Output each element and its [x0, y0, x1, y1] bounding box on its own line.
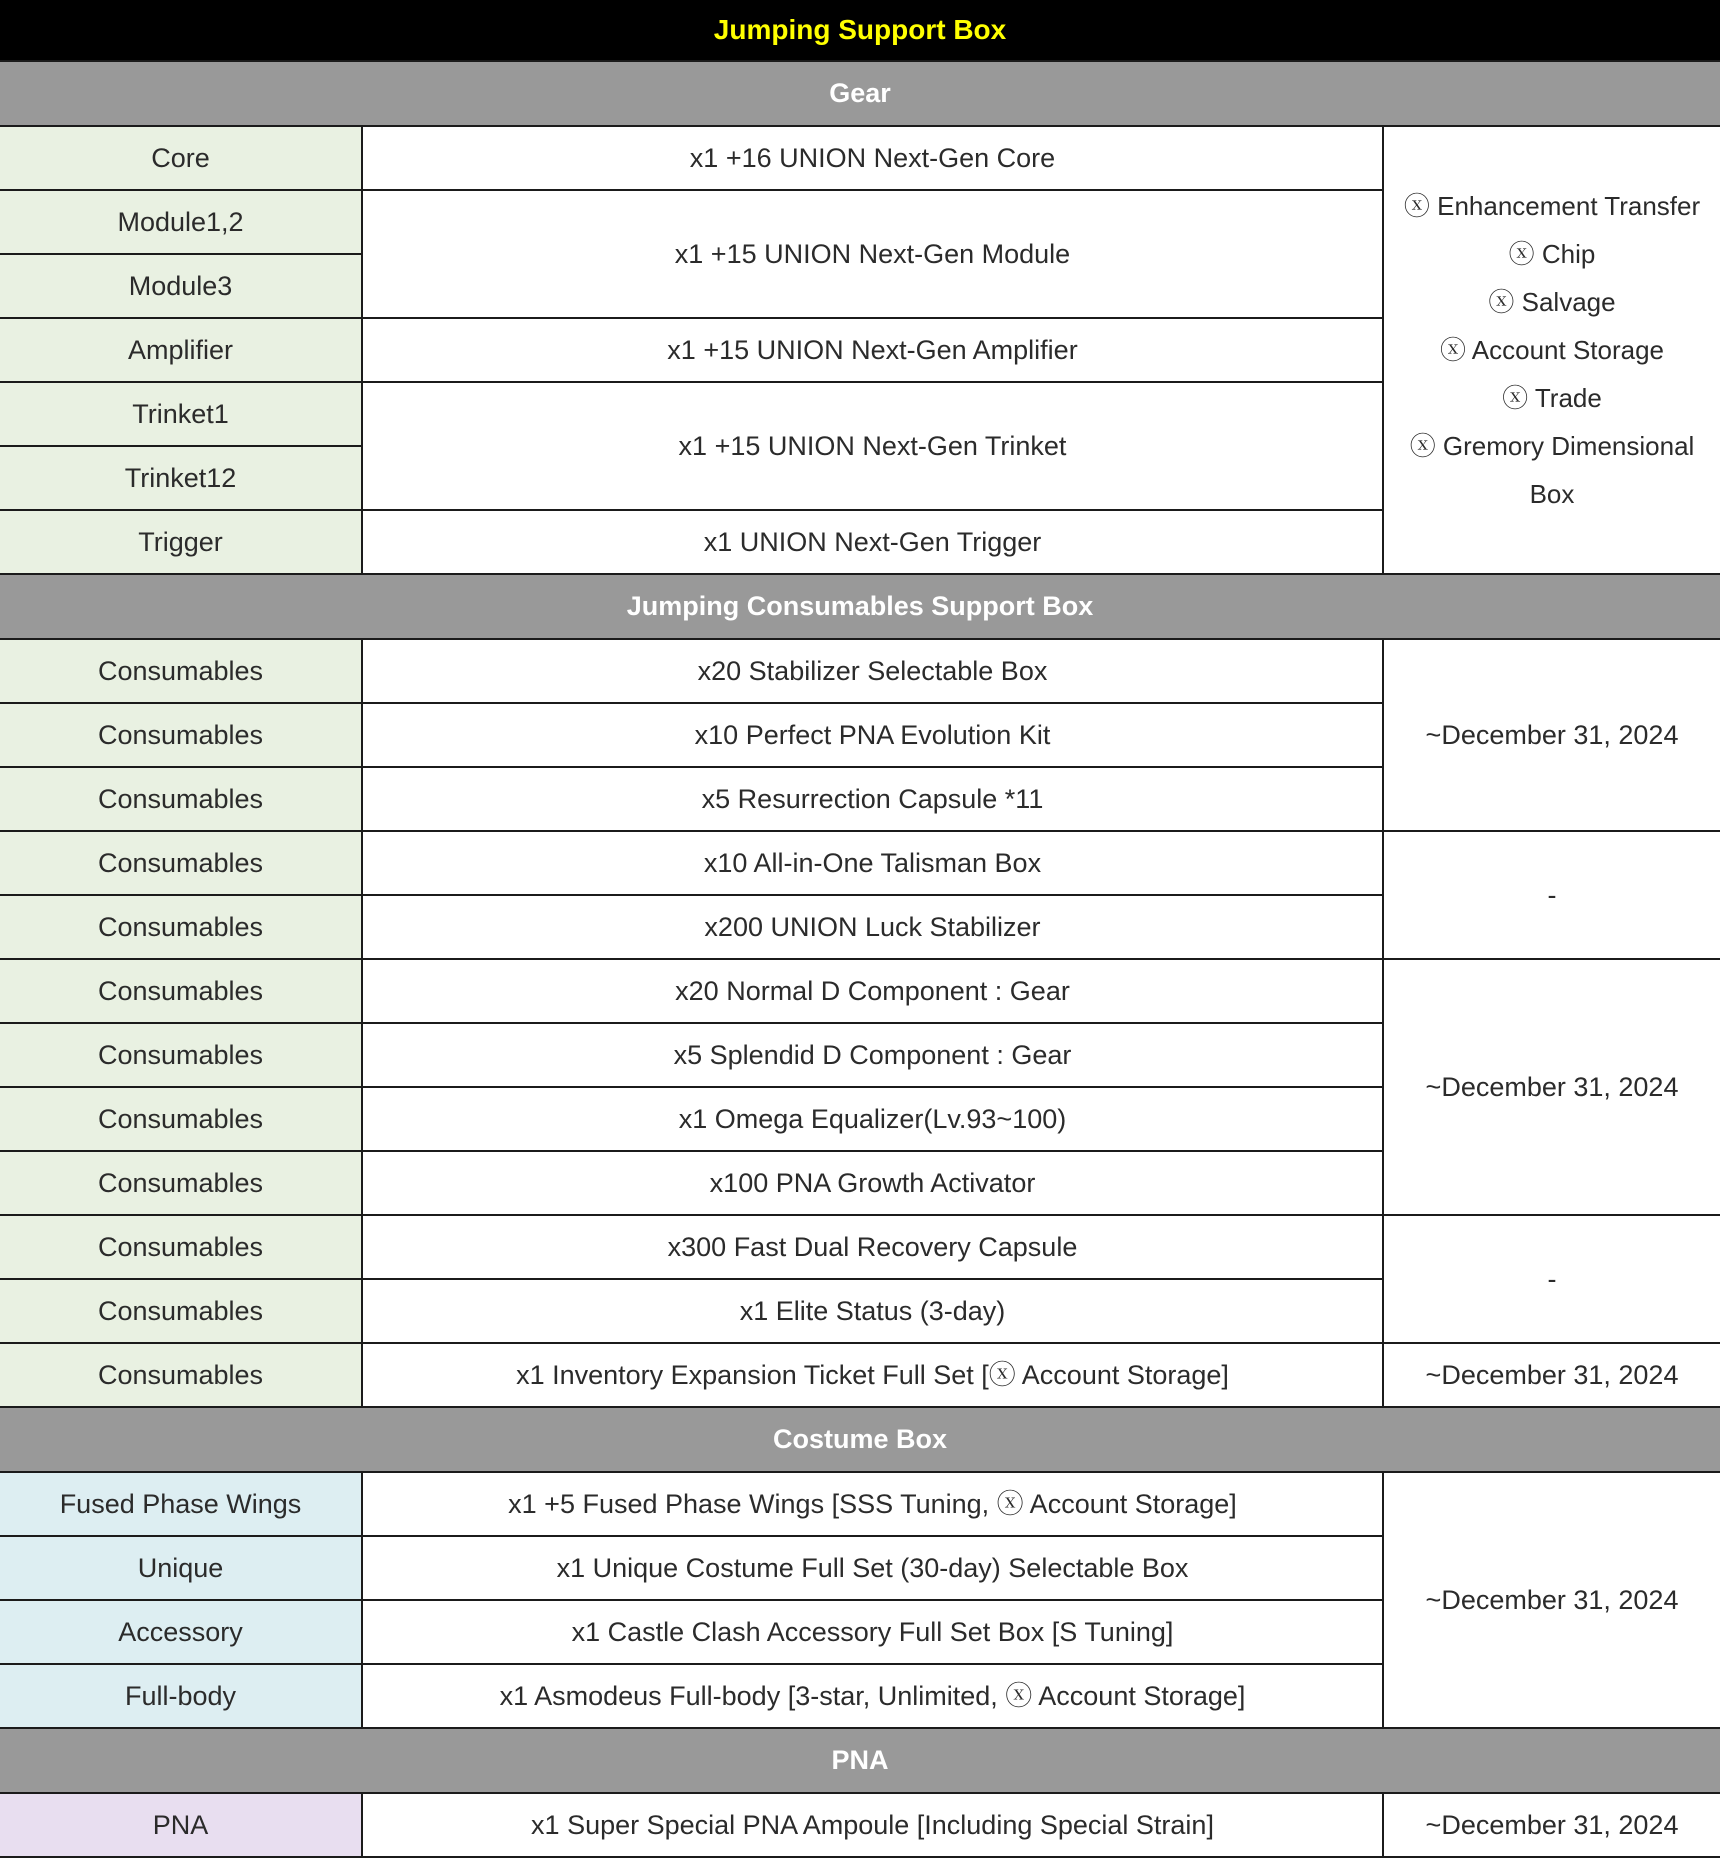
item-cell: x1 +15 UNION Next-Gen Trinket: [362, 382, 1383, 510]
category-cell: Consumables: [0, 1343, 362, 1407]
gear-restrictions-cell: [1383, 126, 1720, 574]
category-cell: Consumables: [0, 831, 362, 895]
item-cell: x1 Omega Equalizer(Lv.93~100): [362, 1087, 1383, 1151]
item-cell: x1 Elite Status (3-day): [362, 1279, 1383, 1343]
item-cell: x1 Inventory Expansion Ticket Full Set [ⓧ Account Storage]: [362, 1343, 1383, 1407]
section-header-gear: Gear: [0, 61, 1720, 126]
category-cell: Consumables: [0, 1023, 362, 1087]
item-cell: x1 Unique Costume Full Set (30-day) Selectable Box: [362, 1536, 1383, 1600]
item-cell: x200 UNION Luck Stabilizer: [362, 895, 1383, 959]
category-cell: Fused Phase Wings: [0, 1472, 362, 1536]
page-title: Jumping Support Box: [0, 0, 1720, 61]
category-cell: Module1,2: [0, 190, 362, 254]
section-header-costume: Costume Box: [0, 1407, 1720, 1472]
category-cell: Amplifier: [0, 318, 362, 382]
category-cell: Full-body: [0, 1664, 362, 1728]
category-cell: Trigger: [0, 510, 362, 574]
period-cell: -: [1383, 1215, 1720, 1343]
period-cell: ~December 31, 2024: [1383, 1793, 1720, 1857]
section-header-consumables: Jumping Consumables Support Box: [0, 574, 1720, 639]
category-cell: Consumables: [0, 1279, 362, 1343]
category-cell: Consumables: [0, 703, 362, 767]
restriction-salvage: ⓧ Salvage: [1488, 287, 1616, 317]
category-cell: Trinket12: [0, 446, 362, 510]
category-cell: Unique: [0, 1536, 362, 1600]
category-cell: Trinket1: [0, 382, 362, 446]
item-cell: x5 Splendid D Component : Gear: [362, 1023, 1383, 1087]
category-cell: Consumables: [0, 959, 362, 1023]
category-cell: Consumables: [0, 639, 362, 703]
item-cell: x300 Fast Dual Recovery Capsule: [362, 1215, 1383, 1279]
item-cell: x1 Castle Clash Accessory Full Set Box [S Tuning]: [362, 1600, 1383, 1664]
restriction-gremory-dimensional-box: ⓧ Gremory Dimensional Box: [1409, 431, 1695, 509]
period-cell: ~December 31, 2024: [1383, 1343, 1720, 1407]
period-cell: -: [1383, 831, 1720, 959]
item-cell: x1 Asmodeus Full-body [3-star, Unlimited, ⓧ Account Storage]: [362, 1664, 1383, 1728]
period-cell: ~December 31, 2024: [1383, 639, 1720, 831]
category-cell: Consumables: [0, 895, 362, 959]
category-cell: PNA: [0, 1793, 362, 1857]
item-cell: x5 Resurrection Capsule *11: [362, 767, 1383, 831]
category-cell: Accessory: [0, 1600, 362, 1664]
category-cell: Consumables: [0, 1151, 362, 1215]
item-cell: x1 +15 UNION Next-Gen Module: [362, 190, 1383, 318]
restriction-trade: ⓧ Trade: [1502, 383, 1602, 413]
item-cell: x100 PNA Growth Activator: [362, 1151, 1383, 1215]
item-cell: x1 +15 UNION Next-Gen Amplifier: [362, 318, 1383, 382]
category-cell: Consumables: [0, 1215, 362, 1279]
item-cell: x1 UNION Next-Gen Trigger: [362, 510, 1383, 574]
period-cell: ~December 31, 2024: [1383, 1472, 1720, 1728]
item-cell: x1 +16 UNION Next-Gen Core: [362, 126, 1383, 190]
item-cell: x10 All-in-One Talisman Box: [362, 831, 1383, 895]
item-cell: x10 Perfect PNA Evolution Kit: [362, 703, 1383, 767]
item-cell: x1 Super Special PNA Ampoule [Including Special Strain]: [362, 1793, 1383, 1857]
restriction-account-storage: ⓧ Account Storage: [1439, 335, 1665, 365]
item-cell: x20 Stabilizer Selectable Box: [362, 639, 1383, 703]
period-cell: ~December 31, 2024: [1383, 959, 1720, 1215]
category-cell: Consumables: [0, 1087, 362, 1151]
category-cell: Module3: [0, 254, 362, 318]
restriction-chip: ⓧ Chip: [1508, 239, 1596, 269]
category-cell: Core: [0, 126, 362, 190]
item-cell: x20 Normal D Component : Gear: [362, 959, 1383, 1023]
restriction-enhancement-transfer: ⓧ Enhancement Transfer: [1403, 191, 1701, 221]
category-cell: Consumables: [0, 767, 362, 831]
section-header-pna: PNA: [0, 1728, 1720, 1793]
item-cell: x1 +5 Fused Phase Wings [SSS Tuning, ⓧ Account Storage]: [362, 1472, 1383, 1536]
